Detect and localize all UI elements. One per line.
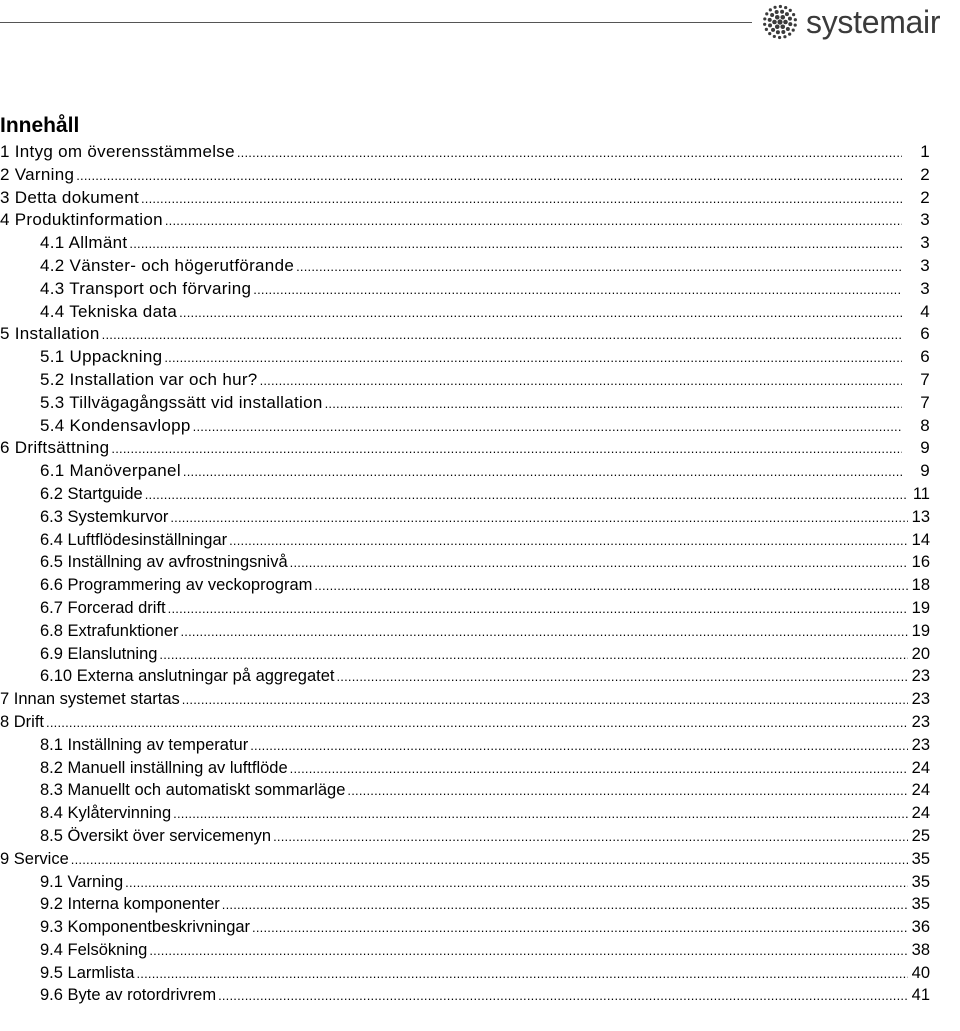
toc-entry-page: 35 xyxy=(911,872,930,891)
toc-entry[interactable] xyxy=(0,437,930,460)
toc-dot-leader xyxy=(102,324,902,346)
toc-entry[interactable] xyxy=(0,415,930,438)
toc-dot-leader xyxy=(183,461,902,483)
toc-entry-label: 5.2 Installation var och hur? xyxy=(40,369,258,389)
toc-entry[interactable] xyxy=(0,232,930,255)
toc-entry-label: 9.2 Interna komponenter xyxy=(40,895,220,914)
toc-entry-page: 23 xyxy=(911,690,930,709)
toc-entry-label: 4.4 Tekniska data xyxy=(40,301,178,321)
toc-entry-label: 4 Produktinformation xyxy=(0,210,163,230)
toc-entry[interactable] xyxy=(0,757,930,780)
toc-entry[interactable] xyxy=(0,643,930,666)
toc-dot-leader xyxy=(145,484,908,506)
toc-dot-leader xyxy=(159,644,908,666)
toc-entry-label: 8.1 Inställning av temperatur xyxy=(40,735,249,754)
toc-entry-page: 13 xyxy=(911,507,930,526)
brand-logo xyxy=(760,0,960,44)
toc-entry-label: 8.5 Översikt över servicemenyn xyxy=(40,826,272,845)
toc-entry-label: 6.9 Elanslutning xyxy=(40,644,158,663)
toc-dot-leader xyxy=(182,689,908,711)
toc-entry-label: 9.6 Byte av rotordrivrem xyxy=(40,986,217,1005)
toc-entry[interactable] xyxy=(0,278,930,301)
systemair-dot-icon xyxy=(760,2,800,42)
toc-entry-page: 23 xyxy=(911,712,930,731)
toc-dot-leader xyxy=(253,279,902,301)
table-of-contents xyxy=(0,141,930,1007)
toc-entry[interactable] xyxy=(0,551,930,574)
toc-entry-label: 6.7 Forcerad drift xyxy=(40,598,166,617)
toc-entry[interactable] xyxy=(0,460,930,483)
toc-dot-leader xyxy=(165,210,902,232)
toc-dot-leader xyxy=(136,963,908,985)
toc-entry[interactable] xyxy=(0,893,930,916)
toc-entry[interactable] xyxy=(0,848,930,871)
toc-entry-label: 7 Innan systemet startas xyxy=(0,690,180,709)
toc-entry-page: 1 xyxy=(920,142,930,161)
toc-entry-page: 23 xyxy=(911,667,930,686)
toc-entry-label: 9.4 Felsökning xyxy=(40,940,148,959)
toc-entry-page: 3 xyxy=(920,255,930,275)
toc-entry[interactable] xyxy=(0,392,930,415)
toc-entry-page: 4 xyxy=(920,301,930,321)
toc-entry-label: 4.1 Allmänt xyxy=(40,233,128,253)
toc-dot-leader xyxy=(336,666,908,688)
toc-entry[interactable] xyxy=(0,939,930,962)
toc-dot-leader xyxy=(141,188,902,210)
toc-entry-page: 7 xyxy=(920,392,930,412)
toc-entry-label: 6.8 Extrafunktioner xyxy=(40,621,179,640)
toc-dot-leader xyxy=(71,849,908,871)
toc-dot-leader xyxy=(164,347,902,369)
toc-entry-page: 18 xyxy=(911,576,930,595)
toc-dot-leader xyxy=(149,940,908,962)
toc-entry-page: 2 xyxy=(920,164,930,184)
toc-dot-leader xyxy=(125,872,908,894)
toc-entry-page: 23 xyxy=(911,735,930,754)
toc-dot-leader xyxy=(290,758,908,780)
toc-dot-leader xyxy=(173,803,908,825)
toc-entry-page: 7 xyxy=(920,369,930,389)
toc-entry[interactable] xyxy=(0,323,930,346)
toc-entry-label: 6.5 Inställning av avfrostningsnivå xyxy=(40,553,288,572)
toc-dot-leader xyxy=(218,985,908,1007)
toc-dot-leader xyxy=(325,393,902,415)
toc-entry[interactable] xyxy=(0,209,930,232)
toc-dot-leader xyxy=(222,894,908,916)
toc-entry[interactable] xyxy=(0,711,930,734)
toc-entry-label: 6 Driftsättning xyxy=(0,438,110,458)
toc-entry[interactable] xyxy=(0,779,930,802)
toc-entry[interactable] xyxy=(0,962,930,985)
toc-entry-label: 5.4 Kondensavlopp xyxy=(40,415,191,435)
toc-entry-page: 14 xyxy=(911,530,930,549)
toc-entry-label: 5.1 Uppackning xyxy=(40,347,163,367)
toc-entry-page: 16 xyxy=(911,553,930,572)
toc-entry-label: 9.5 Larmlista xyxy=(40,963,135,982)
toc-dot-leader xyxy=(296,256,902,278)
toc-entry-page: 19 xyxy=(911,621,930,640)
toc-entry-page: 3 xyxy=(920,233,930,253)
toc-entry[interactable] xyxy=(0,916,930,939)
toc-dot-leader xyxy=(290,552,908,574)
toc-entry-label: 8.3 Manuellt och automatiskt sommarläge xyxy=(40,781,346,800)
toc-entry-page: 24 xyxy=(911,804,930,823)
toc-dot-leader xyxy=(46,712,908,734)
toc-entry-page: 6 xyxy=(920,347,930,367)
toc-entry-page: 2 xyxy=(920,187,930,207)
toc-entry[interactable] xyxy=(0,734,930,757)
toc-entry[interactable] xyxy=(0,574,930,597)
toc-dot-leader xyxy=(273,826,908,848)
toc-entry-page: 38 xyxy=(911,940,930,959)
toc-entry[interactable] xyxy=(0,871,930,894)
brand-logo-text: systemair xyxy=(806,4,941,40)
toc-entry-page: 41 xyxy=(911,986,930,1005)
toc-entry-label: 9.3 Komponentbeskrivningar xyxy=(40,918,251,937)
toc-entry-page: 35 xyxy=(911,849,930,868)
toc-dot-leader xyxy=(237,142,902,164)
toc-entry-label: 1 Intyg om överensstämmelse xyxy=(0,142,235,161)
toc-entry-label: 9.1 Varning xyxy=(40,872,124,891)
toc-entry-page: 9 xyxy=(920,461,930,481)
toc-entry-page: 9 xyxy=(920,438,930,458)
toc-entry[interactable] xyxy=(0,688,930,711)
toc-dot-leader xyxy=(347,780,908,802)
toc-entry-page: 11 xyxy=(912,484,930,503)
toc-entry[interactable] xyxy=(0,187,930,210)
toc-entry-label: 6.2 Startguide xyxy=(40,484,143,503)
toc-entry-label: 3 Detta dokument xyxy=(0,187,139,207)
toc-entry-page: 40 xyxy=(911,963,930,982)
toc-entry[interactable] xyxy=(0,825,930,848)
toc-entry-label: 6.10 Externa anslutningar på aggregatet xyxy=(40,667,335,686)
toc-entry[interactable] xyxy=(0,620,930,643)
toc-entry-label: 2 Varning xyxy=(0,164,75,184)
toc-dot-leader xyxy=(260,370,902,392)
toc-dot-leader xyxy=(111,438,902,460)
toc-dot-leader xyxy=(129,233,902,255)
toc-dot-leader xyxy=(314,575,908,597)
toc-entry[interactable] xyxy=(0,665,930,688)
toc-entry-label: 8.2 Manuell inställning av luftflöde xyxy=(40,758,288,777)
toc-entry-label: 6.3 Systemkurvor xyxy=(40,507,169,526)
header-rule xyxy=(0,22,752,23)
toc-entry[interactable] xyxy=(0,346,930,369)
toc-entry[interactable] xyxy=(0,483,930,506)
toc-entry[interactable] xyxy=(0,506,930,529)
toc-dot-leader xyxy=(229,530,908,552)
toc-dot-leader xyxy=(76,165,902,187)
toc-dot-leader xyxy=(170,507,908,529)
toc-entry-page: 6 xyxy=(920,324,930,344)
toc-entry[interactable] xyxy=(0,529,930,552)
toc-entry-label: 5.3 Tillvägagångssätt vid installation xyxy=(40,392,323,412)
toc-entry-page: 8 xyxy=(920,415,930,435)
toc-entry[interactable] xyxy=(0,369,930,392)
toc-dot-leader xyxy=(252,917,908,939)
toc-dot-leader xyxy=(250,735,908,757)
toc-entry-page: 36 xyxy=(911,918,930,937)
toc-dot-leader xyxy=(168,598,908,620)
toc-entry-label: 5 Installation xyxy=(0,324,100,344)
toc-entry[interactable] xyxy=(0,141,930,164)
toc-entry[interactable] xyxy=(0,984,930,1007)
toc-entry-page: 35 xyxy=(911,895,930,914)
toc-entry-label: 4.3 Transport och förvaring xyxy=(40,278,252,298)
toc-entry-label: 9 Service xyxy=(0,849,69,868)
toc-entry[interactable] xyxy=(0,164,930,187)
toc-entry-label: 6.6 Programmering av veckoprogram xyxy=(40,576,313,595)
toc-entry-label: 8.4 Kylåtervinning xyxy=(40,804,172,823)
toc-entry-page: 20 xyxy=(911,644,930,663)
toc-entry[interactable] xyxy=(0,301,930,324)
toc-entry-page: 24 xyxy=(911,758,930,777)
toc-entry[interactable] xyxy=(0,597,930,620)
toc-entry-page: 24 xyxy=(911,781,930,800)
toc-dot-leader xyxy=(181,621,909,643)
toc-entry-page: 19 xyxy=(911,598,930,617)
toc-title: Innehåll xyxy=(0,114,80,137)
toc-entry-label: 6.4 Luftflödesinställningar xyxy=(40,530,228,549)
toc-entry-label: 6.1 Manöverpanel xyxy=(40,461,181,481)
toc-entry[interactable] xyxy=(0,802,930,825)
toc-dot-leader xyxy=(179,302,902,324)
toc-entry-page: 25 xyxy=(911,826,930,845)
toc-entry[interactable] xyxy=(0,255,930,278)
toc-entry-page: 3 xyxy=(920,278,930,298)
toc-dot-leader xyxy=(193,416,902,438)
toc-entry-label: 8 Drift xyxy=(0,712,45,731)
toc-entry-label: 4.2 Vänster- och högerutförande xyxy=(40,255,295,275)
toc-entry-page: 3 xyxy=(920,210,930,230)
